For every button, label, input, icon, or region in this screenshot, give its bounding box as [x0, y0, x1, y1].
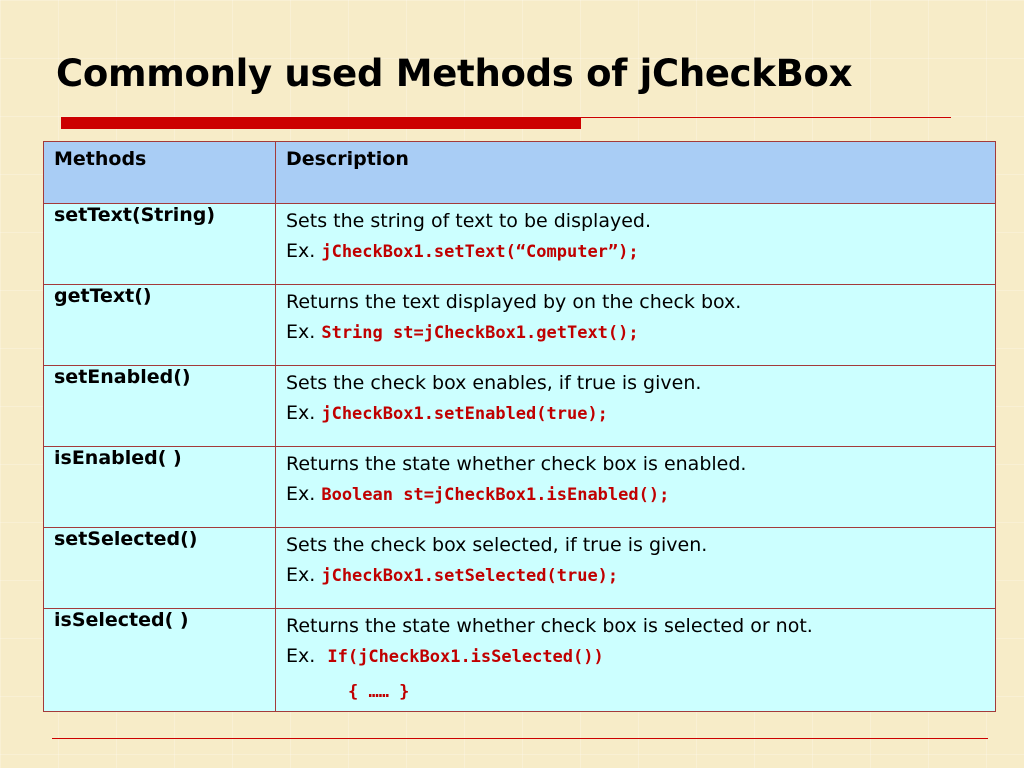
method-description-cell: [276, 285, 996, 366]
slide-title: Commonly used Methods of jCheckBox: [56, 52, 853, 95]
description-text: Sets the check box selected, if true is given.: [286, 534, 708, 556]
method-description-cell: [276, 204, 996, 285]
example-prefix: Ex.: [286, 645, 316, 667]
method-description-cell: [276, 366, 996, 447]
example-code: jCheckBox1.setEnabled(true);: [321, 404, 608, 424]
example-code-line2: { …… }: [348, 682, 410, 702]
method-name: isEnabled( ): [44, 447, 276, 528]
example-prefix: Ex.: [286, 402, 316, 424]
table-header-row: [44, 142, 996, 204]
method-description-cell: [276, 528, 996, 609]
example-line: [286, 639, 985, 674]
description-text: Returns the state whether check box is enabled.: [286, 453, 747, 475]
table-row: [44, 447, 996, 528]
table-row: [44, 609, 996, 712]
example-line: [286, 234, 985, 269]
method-name: isSelected( ): [44, 609, 276, 712]
example-line: [286, 315, 985, 350]
description-text: Sets the string of text to be displayed.: [286, 210, 651, 232]
method-name: setSelected(): [44, 528, 276, 609]
methods-table: [43, 141, 996, 712]
description-text: Sets the check box enables, if true is given.: [286, 372, 702, 394]
example-code: jCheckBox1.setText(“Computer”);: [321, 242, 639, 262]
example-line: [286, 396, 985, 431]
example-code: If(jCheckBox1.isSelected()): [327, 647, 604, 667]
example-code: String st=jCheckBox1.getText();: [321, 323, 639, 343]
table-row: [44, 285, 996, 366]
description-text: Returns the text displayed by on the check box.: [286, 291, 742, 313]
method-name: getText(): [44, 285, 276, 366]
header-description: Description: [276, 142, 996, 204]
example-prefix: Ex.: [286, 321, 316, 343]
method-name: setEnabled(): [44, 366, 276, 447]
table-row: [44, 366, 996, 447]
description-text: Returns the state whether check box is selected or not.: [286, 615, 813, 637]
table-row: [44, 204, 996, 285]
header-methods: Methods: [44, 142, 276, 204]
example-line: [286, 477, 985, 512]
example-line: [286, 558, 985, 593]
example-code: jCheckBox1.setSelected(true);: [321, 566, 619, 586]
method-description-cell: [276, 447, 996, 528]
footer-divider: [52, 738, 988, 739]
title-underline-thick: [61, 118, 581, 129]
example-prefix: Ex.: [286, 483, 316, 505]
method-name: setText(String): [44, 204, 276, 285]
example-code: Boolean st=jCheckBox1.isEnabled();: [321, 485, 670, 505]
method-description-cell: [276, 609, 996, 712]
example-prefix: Ex.: [286, 240, 316, 262]
table-row: [44, 528, 996, 609]
example-prefix: Ex.: [286, 564, 316, 586]
